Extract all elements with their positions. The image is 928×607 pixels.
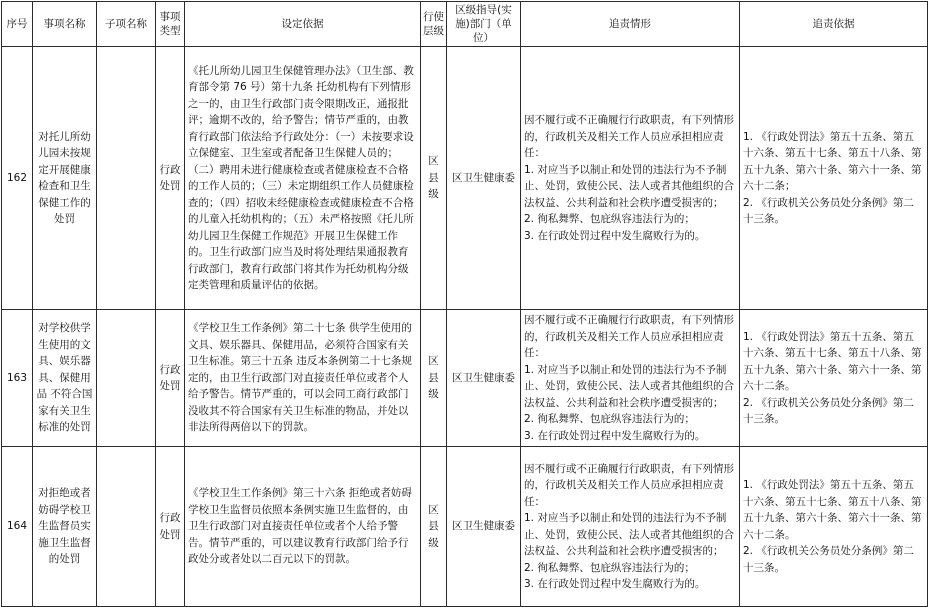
duty-basis-item: 2. 《行政机关公务员处分条例》第二十三条。 [743, 196, 914, 225]
header-dept: 区级指导(实施)部门（单位） [447, 2, 521, 47]
duty-list-table [1, 1, 928, 607]
header-level: 行使层级 [421, 2, 447, 47]
cell-duty-basis [740, 447, 928, 607]
duty-item: 3. 在行政处罚过程中发生腐败行为的。 [524, 429, 706, 442]
cell-item-type: 行政处罚 [156, 310, 185, 447]
duty-item: 2. 徇私舞弊、包庇纵容违法行为的； [524, 561, 695, 574]
cell-basis: 《学校卫生工作条例》第三十六条 拒绝或者妨碍学校卫生监督员依照本条例实施卫生监督的，由卫生行政部门对直接责任单位或者个人给予警告。情节严重的，可以建议教育行政部门给予行政处分或者处以二百元以下的罚款。 [185, 447, 421, 607]
header-item-name: 事项名称 [33, 2, 97, 47]
duty-item: 1. 对应当予以制止和处罚的违法行为不予制止、处罚，致使公民、法人或者其他组织的合法权益、公共利益和社会秩序遭受损害的； [524, 363, 734, 409]
duty-item: 3. 在行政处罚过程中发生腐败行为的。 [524, 578, 706, 590]
duty-item: 3. 在行政处罚过程中发生腐败行为的。 [524, 229, 706, 242]
duty-intro: 因不履行或不正确履行行政职责，有下列情形的，行政机关及相关工作人员应承担相应责任： [524, 114, 734, 159]
cell-item-type: 行政处罚 [156, 447, 185, 607]
duty-basis-item: 1. 《行政处罚法》第五十五条、第五十六条、第五十七条、第五十八条、第五十九条、第六十条、第六十一条、第六十二条。 [743, 479, 922, 541]
header-item-type: 事项类型 [156, 2, 185, 47]
cell-sub-name [97, 47, 156, 310]
cell-duty [521, 447, 740, 607]
cell-item-name: 对托儿所幼儿园未按规定开展健康检查和卫生保健工作的处罚 [33, 47, 97, 310]
header-duty: 追责情形 [521, 2, 740, 47]
table-row [2, 47, 928, 310]
cell-item-name: 对拒绝或者妨碍学校卫生监督员实施卫生监督的处罚 [33, 447, 97, 607]
cell-level: 区县级 [421, 310, 447, 447]
cell-duty-basis [740, 47, 928, 310]
cell-duty-basis [740, 310, 928, 447]
duty-intro: 因不履行或不正确履行行政职责，有下列情形的，行政机关及相关工作人员应承担相应责任： [524, 462, 734, 508]
header-duty-basis: 追责依据 [740, 2, 928, 47]
cell-seq: 163 [2, 310, 33, 447]
duty-item: 2. 徇私舞弊、包庇纵容违法行为的； [524, 413, 695, 425]
cell-item-type: 行政处罚 [156, 47, 185, 310]
cell-sub-name [97, 310, 156, 447]
table-row [2, 447, 928, 607]
cell-dept: 区卫生健康委 [447, 47, 521, 310]
cell-basis: 《学校卫生工作条例》第二十七条 供学生使用的文具、娱乐器具、保健用品，必须符合国家有关卫生标准。第三十五条 违反本条例第二十七条规定的，由卫生行政部门对直接责任单位或者个人给予警告。情节严重的，可以会同工商行政部门没收其不符合国家有关卫生标准的物品，并处以非法所得两倍以下的罚款。 [185, 310, 421, 447]
header-basis: 设定依据 [185, 2, 421, 47]
cell-duty [521, 310, 740, 447]
duty-basis-item: 2. 《行政机关公务员处分条例》第二十三条。 [743, 545, 914, 574]
cell-basis: 《托儿所幼儿园卫生保健管理办法》（卫生部、教育部令第 76 号）第十九条 托幼机构有下列情形之一的，由卫生行政部门责令限期改正，通报批评；逾期不改的，给予警告；情节严重的，由教育行政部门依法给予行政处分：（一）未按要求设立保健室、卫生室或者配备卫生保健人员的；（二）聘用未进行健康检查或者健康检查不合格的工作人员的；（三）未定期组织工作人员健康检查的；（四）招收未经健康检查或健康检查不合格的儿童入托幼机构的；（五）未严格按照《托儿所幼儿园卫生保健工作规范》开展卫生保健工作的。卫生行政部门应当及时将处理结果通报教育行政部门，教育行政部门将其作为托幼机构分级定类管理和质量评估的依据。 [185, 47, 421, 310]
cell-duty [521, 47, 740, 310]
cell-seq: 162 [2, 47, 33, 310]
cell-item-name: 对学校供学生使用的文具、娱乐器具、保健用品 不符合国家有关卫生标准的处罚 [33, 310, 97, 447]
cell-dept: 区卫生健康委 [447, 310, 521, 447]
duty-item: 2. 徇私舞弊、包庇纵容违法行为的； [524, 213, 695, 225]
duty-basis-item: 1. 《行政处罚法》第五十五条、第五十六条、第五十七条、第五十八条、第五十九条、第六十条、第六十一条、第六十二条； [743, 130, 922, 192]
header-sub-name: 子项名称 [97, 2, 156, 47]
table-row [2, 310, 928, 447]
table-header-row [2, 2, 928, 47]
cell-level: 区县级 [421, 447, 447, 607]
cell-dept: 区卫生健康委 [447, 447, 521, 607]
duty-intro: 因不履行或不正确履行行政职责，有下列情形的，行政机关及相关工作人员应承担相应责任： [524, 314, 734, 359]
cell-level: 区县级 [421, 47, 447, 310]
duty-basis-item: 1. 《行政处罚法》第五十五条、第五十六条、第五十七条、第五十八条、第五十九条、第六十条、第六十一条、第六十二条。 [743, 330, 922, 392]
cell-sub-name [97, 447, 156, 607]
duty-item: 1. 对应当予以制止和处罚的违法行为不予制止、处罚，致使公民、法人或者其他组织的合法权益、公共利益和社会秩序遭受损害的； [524, 512, 734, 557]
duty-item: 1. 对应当予以制止和处罚的违法行为不予制止、处罚，致使公民、法人或者其他组织的合法权益、公共利益和社会秩序遭受损害的； [524, 163, 734, 209]
duty-basis-item: 2. 《行政机关公务员处分条例》第二十三条。 [743, 396, 914, 425]
header-seq: 序号 [2, 2, 33, 47]
cell-seq: 164 [2, 447, 33, 607]
